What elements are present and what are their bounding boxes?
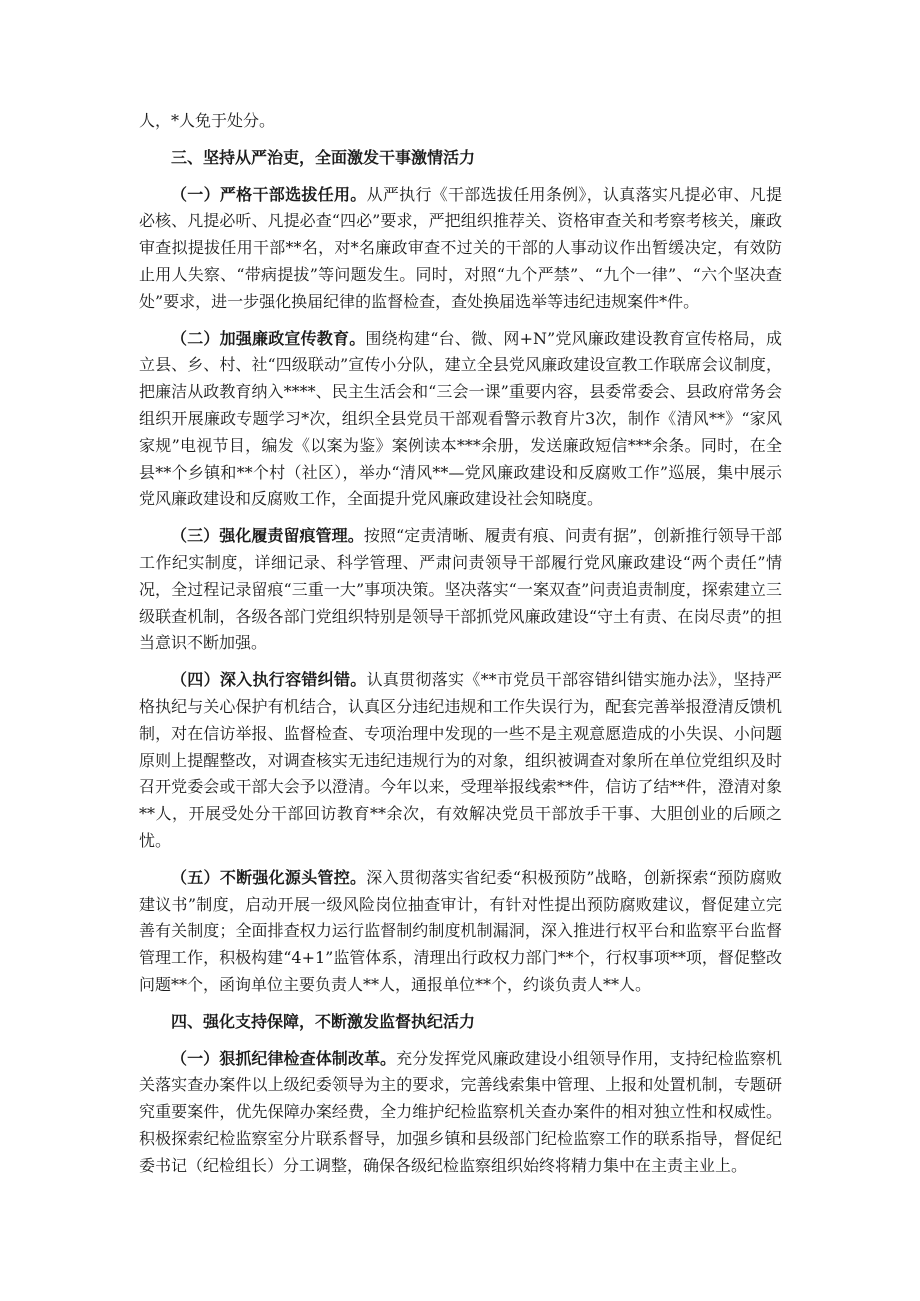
document-page — [139, 108, 782, 1179]
paragraph-text: 围绕构建“台、微、网+N”党风廉政建设教育宣传格局，成立县、乡、村、社“四级联动”宣传小分队，建立全县党风廉政建设宣教工作联席会议制度，把廉洁从政教育纳入****、民主生活会和“三会一课”重要内容，县委常委会、县政府常务会组织开展廉政专题学习*次，组织全县党员干部观看警示教育片3次，制作《清风**》“家风家规”电视节目，编发《以案为鉴》案例读本***余册，发送廉政短信***余条。同时，在全县**个乡镇和**个村（社区），举办“清风**—党风廉政建设和反腐败工作”巡展，集中展示党风廉政建设和反腐败工作，全面提升党风廉政建设社会知晓度。 — [139, 328, 782, 509]
paragraph-item-3-4 — [139, 667, 782, 855]
paragraph-text: 按照“定责清晰、履责有痕、问责有据”，创新推行领导干部工作纪实制度，详细记录、科学管理、严肃问责领导干部履行党风廉政建设“两个责任”情况，全过程记录留痕“三重一大”事项决策。坚决落实“一案双查”问责追责制度，探索建立三级联查机制，各级各部门党组织特别是领导干部抓党风廉政建设“守土有责、在岗尽责”的担当意识不断加强。 — [139, 526, 782, 653]
paragraph-text: 人，*人免于处分。 — [139, 111, 276, 130]
paragraph-item-4-1 — [139, 1046, 782, 1180]
paragraph-item-3-3 — [139, 523, 782, 657]
paragraph-item-3-1 — [139, 182, 782, 316]
paragraph-text: 认真贯彻落实《**市党员干部容错纠错实施办法》，坚持严格执纪与关心保护有机结合，认真区分违纪违规和工作失误行为，配套完善举报澄清反馈机制，对在信访举报、监督检查、专项治理中发现的一些不是主观意愿造成的小失误、小问题原则上提醒整改，对调查核实无违纪违规行为的对象，组织被调查对象所在单位党组织及时召开党委会或干部大会予以澄清。今年以来，受理举报线索**件，信访了结**件，澄清对象**人，开展受处分干部回访教育**余次，有效解决党员干部放手干事、大胆创业的后顾之忧。 — [139, 670, 782, 850]
paragraph-lead: （二）加强廉政宣传教育。 — [171, 328, 366, 348]
paragraph-text: 充分发挥党风廉政建设小组领导作用，支持纪检监察机关落实查办案件以上级纪委领导为主的要求，完善线索集中管理、上报和处置机制，专题研究重要案件，优先保障办案经费，全力维护纪检监察机关查办案件的相对独立性和权威性。积极探索纪检监察室分片联系督导，加强乡镇和县级部门纪检监察工作的联系指导，督促纪委书记（纪检组长）分工调整，确保各级纪检监察组织始终将精力集中在主责主业上。 — [139, 1048, 782, 1175]
paragraph-continuation — [139, 108, 782, 135]
section-heading-3 — [139, 145, 782, 172]
paragraph-lead: （五）不断强化源头管控。 — [171, 867, 367, 887]
paragraph-lead: （四）深入执行容错纠错。 — [171, 670, 367, 690]
paragraph-lead: （一）狠抓纪律检查体制改革。 — [171, 1048, 397, 1068]
section-heading-4 — [139, 1009, 782, 1036]
paragraph-text: 从严执行《干部选拔任用条例》，认真落实凡提必审、凡提必核、凡提必听、凡提必查“四必”要求，严把组织推荐关、资格审查关和考察考核关，廉政审查拟提拔任用干部**名，对*名廉政审查不过关的干部的人事动议作出暂缓决定，有效防止用人失察、“带病提拔”等问题发生。同时，对照“九个严禁”、“九个一律”、“六个坚决查处”要求，进一步强化换届纪律的监督检查，查处换届选举等违纪违规案件*件。 — [139, 184, 782, 311]
paragraph-lead: （一）严格干部选拔任用。 — [171, 184, 367, 204]
paragraph-item-3-5 — [139, 865, 782, 999]
section-heading-text: 三、坚持从严治吏，全面激发干事激情活力 — [171, 147, 476, 167]
paragraph-text: 深入贯彻落实省纪委“积极预防”战略，创新探索“预防腐败建议书”制度，启动开展一级风险岗位抽查审计，有针对性提出预防腐败建议，督促建立完善有关制度；全面排查权力运行监督制约制度机制漏洞，深入推进行权平台和监察平台监督管理工作，积极构建“4+1”监管体系，清理出行政权力部门**个，行权事项**项，督促整改问题**个，函询单位主要负责人**人，通报单位**个，约谈负责人**人。 — [139, 867, 782, 994]
section-heading-text: 四、强化支持保障，不断激发监督执纪活力 — [171, 1011, 476, 1031]
paragraph-item-3-2 — [139, 326, 782, 514]
paragraph-lead: （三）强化履责留痕管理。 — [171, 526, 364, 546]
